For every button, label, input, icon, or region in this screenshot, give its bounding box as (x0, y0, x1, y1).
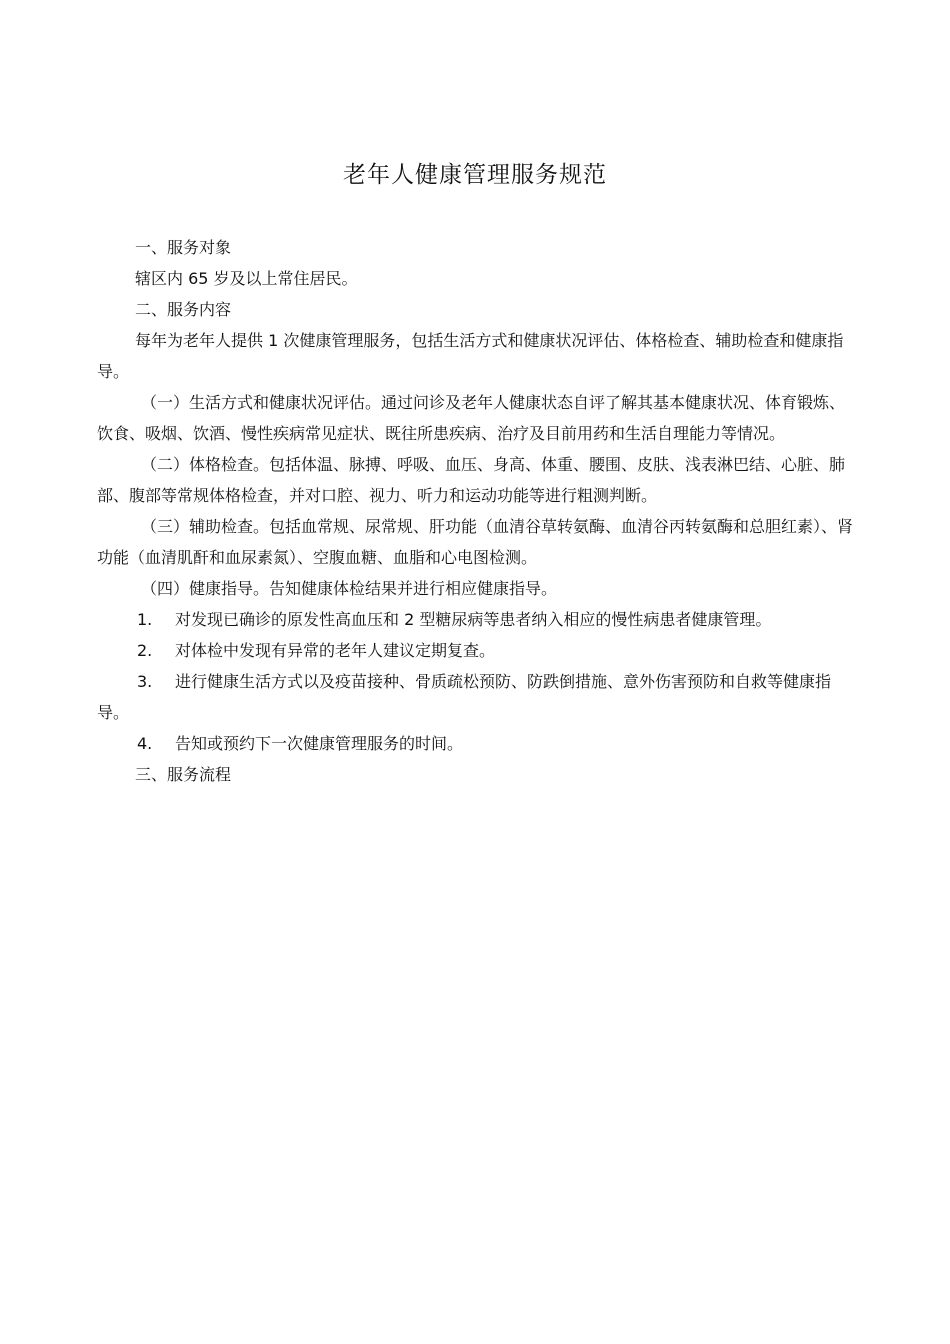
service-content-intro: 每年为老年人提供 1 次健康管理服务，包括生活方式和健康状况评估、体格检查、辅助检查和健康指导。 (97, 331, 844, 381)
list-item-text: 进行健康生活方式以及疫苗接种、骨质疏松预防、防跌倒措施、意外伤害预防和自救等健康指导。 (97, 672, 832, 722)
list-number: 2. (137, 641, 153, 660)
list-item-text: 对发现已确诊的原发性高血压和 2 型糖尿病等患者纳入相应的慢性病患者健康管理。 (175, 610, 772, 629)
list-item (97, 728, 857, 759)
document-body (97, 232, 857, 790)
list-number: 3. (137, 672, 153, 691)
document-title: 老年人健康管理服务规范 (343, 162, 607, 188)
list-item-text: 告知或预约下一次健康管理服务的时间。 (175, 734, 464, 753)
physical-exam-paragraph: （二）体格检查。包括体温、脉搏、呼吸、血压、身高、体重、腰围、皮肤、浅表淋巴结、心脏、肺部、腹部等常规体格检查，并对口腔、视力、听力和运动功能等进行粗测判断。 (97, 455, 846, 505)
section-heading-service-process: 三、服务流程 (135, 765, 232, 784)
list-item (97, 666, 857, 728)
list-number: 4. (137, 734, 153, 753)
list-item-text: 对体检中发现有异常的老年人建议定期复查。 (175, 641, 496, 660)
section-heading-service-content: 二、服务内容 (135, 300, 232, 319)
section-heading-service-target: 一、服务对象 (135, 238, 232, 257)
list-item (97, 604, 857, 635)
list-number: 1. (137, 610, 153, 629)
auxiliary-exam-paragraph: （三）辅助检查。包括血常规、尿常规、肝功能（血清谷草转氨酶、血清谷丙转氨酶和总胆红素）、肾功能（血清肌酐和血尿素氮）、空腹血糖、血脂和心电图检测。 (97, 517, 854, 567)
lifestyle-assessment-paragraph: （一）生活方式和健康状况评估。通过问诊及老年人健康状态自评了解其基本健康状况、体育锻炼、饮食、吸烟、饮酒、慢性疾病常见症状、既往所患疾病、治疗及目前用药和生活自理能力等情况。 (97, 393, 846, 443)
list-item (97, 635, 857, 666)
service-target-text: 辖区内 65 岁及以上常住居民。 (135, 269, 358, 288)
health-guidance-paragraph: （四）健康指导。告知健康体检结果并进行相应健康指导。 (141, 579, 558, 598)
